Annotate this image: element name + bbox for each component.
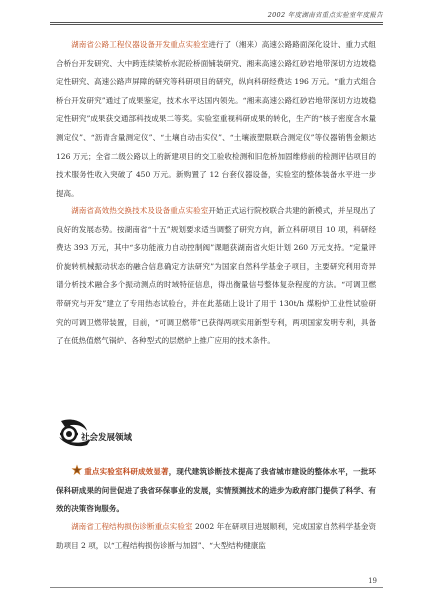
lab-name-heat-exchange: 湖南省高效热交换技术及设备重点实验室 (71, 206, 209, 215)
section-heading (57, 415, 197, 449)
paragraph-social-summary (56, 463, 376, 519)
page-number: 19 (368, 577, 377, 585)
paragraph-text: 开始正式运行院校联合共建的新模式，并呈现出了良好的发展态势。按湖南省“十五”规划要求适当调整了研究方向，新立科研项目 10 项，科研经费达 393 万元，其中“多功能液力自动控制阀”课题获湖南省火炬计划 260 万元支持。“定量评价旋转机械振动状态的融合信息确定方法研究”为国家自然科学基金子项目，主要研究利用奇异谱分析技术融合多个振动测点的时域特征信息，得出衡量信号整体复杂程度的方法。“可调卫燃带研究与开发”建立了专用热态试验台，并在此基础上设计了用于 130t/h 煤粉炉工业性试验研究的可调卫燃带装置，目前，“可调卫燃带”已获得两项实用新型专利，两项国家发明专利，具备了在低热值燃气锅炉、各种型式的层燃炉上推广应用的技术条件。 (56, 206, 376, 346)
paragraph-text: 2002 年在研项目进展顺利，完成国家自然科学基金资助项目 2 项，以“工程结构损伤诊断与加固”、“大型结构健康监 (56, 522, 376, 550)
lab-name-highway: 湖南省公路工程仪器设备开发重点实验室 (71, 40, 209, 49)
lab-name-structure: 湖南省工程结构损伤诊断重点实验室 (71, 522, 193, 531)
star-bullet-icon (71, 464, 83, 476)
paragraph-text: ，现代建筑诊断技术提高了我省城市建设的整体水平，一批环保科研成果的问世促进了我省环保事业的发展，实情预测技术的进步为政府部门提供了科学、有效的决策咨询服务。 (56, 467, 376, 514)
section-title: 社会发展领域 (81, 433, 133, 443)
paragraph-text: 进行了（湘来）高速公路路面深化设计、重力式组合桥台开发研究、大中跨连续梁桥水泥砼桥面铺装研究、湘耒高速公路红砂岩地带深切方边坡稳定性研究、高速公路声屏障的研究等科研项目的研究，纵向科研经费达 196 万元。“重力式组合桥台开发研究”通过了成果鉴定，技术水平达国内领先。“湘耒高速公路红砂岩地带深切方边坡稳定性研究”成果获交通部科技成果二等奖。实验室重视科研成果的转化，生产的“核子密度含水量测定仪”、“沥青含量测定仪”、“土壤自动击实仪”、“土壤液塑限联合测定仪”等仪器销售金额达 126 万元；全省二级公路以上的新建项目的交工验收检测和旧危桥加固维修前的检测评估项目的技术服务性收入突破了 450 万元。新购置了 12 台套仪器设备，实验室的整体装备水平进一步提高。 (56, 40, 376, 198)
summary-lead: 重点实验室科研成效显著 (84, 467, 169, 476)
header-rule-thin (50, 24, 383, 25)
running-header: 2002 年度湖南省重点实验室年度报告 (267, 11, 383, 19)
paragraph-heat-exchange-lab (56, 202, 376, 351)
header-rule (50, 22, 383, 23)
footer-rule (50, 587, 383, 588)
paragraph-structure-lab (56, 518, 376, 555)
paragraph-highway-lab (56, 36, 376, 203)
